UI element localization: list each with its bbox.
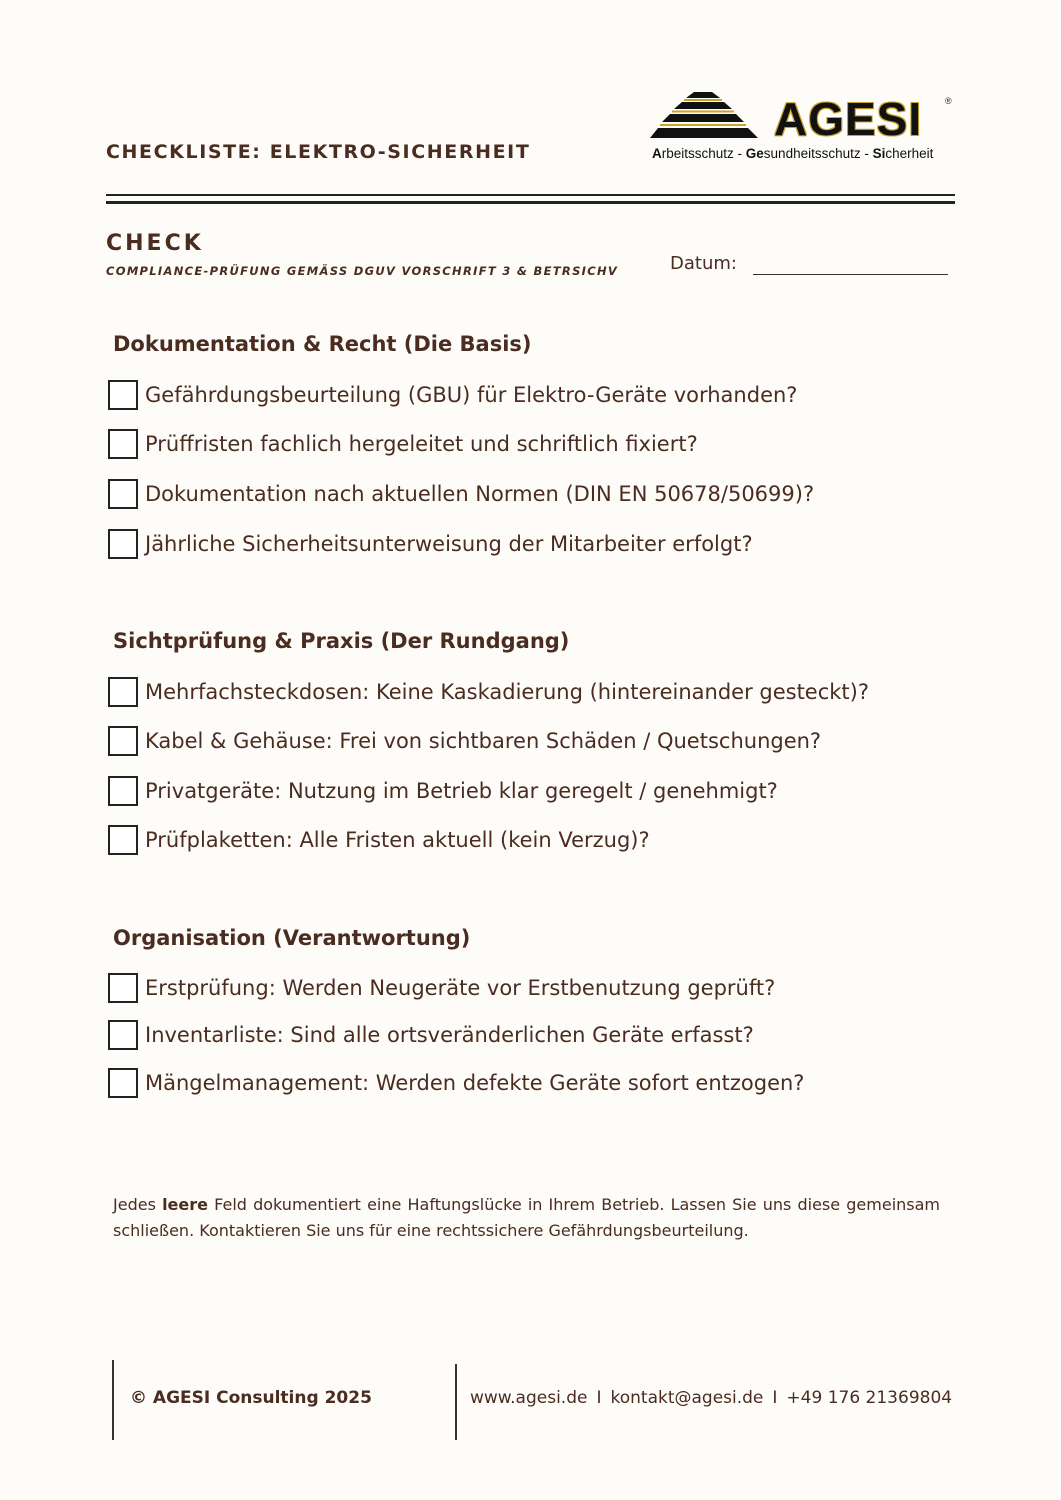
checklist-item[interactable]: Kabel & Gehäuse: Frei von sichtbaren Schäden / Quetschungen?	[108, 724, 821, 758]
checkbox[interactable]	[108, 726, 138, 756]
checkbox[interactable]	[108, 776, 138, 806]
check-title: CHECK	[106, 231, 204, 256]
checklist-item[interactable]: Inventarliste: Sind alle ortsveränderlichen Geräte erfasst?	[108, 1018, 754, 1052]
checklist-item[interactable]: Gefährdungsbeurteilung (GBU) für Elektro-Geräte vorhanden?	[108, 378, 797, 412]
checkbox[interactable]	[108, 380, 138, 410]
pyramid-logo-icon	[650, 90, 765, 142]
website-link[interactable]: www.agesi.de	[470, 1388, 588, 1408]
header-divider-top	[106, 194, 955, 196]
checklist-item[interactable]: Prüfplaketten: Alle Fristen aktuell (kein Verzug)?	[108, 823, 650, 857]
checkbox[interactable]	[108, 479, 138, 509]
checkbox[interactable]	[108, 1068, 138, 1098]
footer-divider-left	[112, 1360, 114, 1440]
section-title-documentation: Dokumentation & Recht (Die Basis)	[113, 332, 532, 356]
logo-tagline: Arbeitsschutz - Gesundheitsschutz - Sicherheit	[652, 146, 934, 161]
date-field[interactable]	[753, 274, 948, 275]
section-title-inspection: Sichtprüfung & Praxis (Der Rundgang)	[113, 629, 570, 653]
document-label: CHECKLISTE: ELEKTRO-SICHERHEIT	[106, 141, 531, 163]
checklist-item[interactable]: Erstprüfung: Werden Neugeräte vor Erstbenutzung geprüft?	[108, 971, 775, 1005]
footer-contact: www.agesi.de I kontakt@agesi.de I +49 176 21369804	[470, 1388, 953, 1408]
checklist-item[interactable]: Dokumentation nach aktuellen Normen (DIN EN 50678/50699)?	[108, 477, 814, 511]
check-subtitle: COMPLIANCE-PRÜFUNG GEMÄSS DGUV VORSCHRIFT 3 & BETRSICHV	[106, 264, 619, 278]
footer-copyright: © AGESI Consulting 2025	[130, 1388, 372, 1408]
checkbox[interactable]	[108, 529, 138, 559]
footer-divider-middle	[455, 1364, 457, 1440]
checklist-item[interactable]: Mängelmanagement: Werden defekte Geräte sofort entzogen?	[108, 1066, 804, 1100]
checkbox[interactable]	[108, 1020, 138, 1050]
header-divider-bottom	[106, 201, 955, 204]
checkbox[interactable]	[108, 429, 138, 459]
checklist-item[interactable]: Privatgeräte: Nutzung im Betrieb klar geregelt / genehmigt?	[108, 774, 778, 808]
checkbox[interactable]	[108, 973, 138, 1003]
section-title-organisation: Organisation (Verantwortung)	[113, 926, 471, 950]
logo-wordmark: AGESI	[774, 93, 923, 145]
checkbox[interactable]	[108, 825, 138, 855]
checklist-item[interactable]: Mehrfachsteckdosen: Keine Kaskadierung (hintereinander gesteckt)?	[108, 675, 869, 709]
date-label: Datum:	[670, 253, 737, 274]
checkbox[interactable]	[108, 677, 138, 707]
checklist-item[interactable]: Jährliche Sicherheitsunterweisung der Mitarbeiter erfolgt?	[108, 527, 753, 561]
phone-number[interactable]: +49 176 21369804	[786, 1388, 953, 1408]
checklist-item[interactable]: Prüffristen fachlich hergeleitet und schriftlich fixiert?	[108, 427, 698, 461]
registered-mark: ®	[945, 96, 952, 106]
email-link[interactable]: kontakt@agesi.de	[610, 1388, 764, 1408]
liability-note: Jedes leere Feld dokumentiert eine Haftungslücke in Ihrem Betrieb. Lassen Sie uns diese gemeinsam schließen. Kontaktieren Sie uns für eine rechtssichere Gefährdungsbeurteilung.	[113, 1195, 941, 1240]
agesi-logo	[650, 90, 960, 170]
